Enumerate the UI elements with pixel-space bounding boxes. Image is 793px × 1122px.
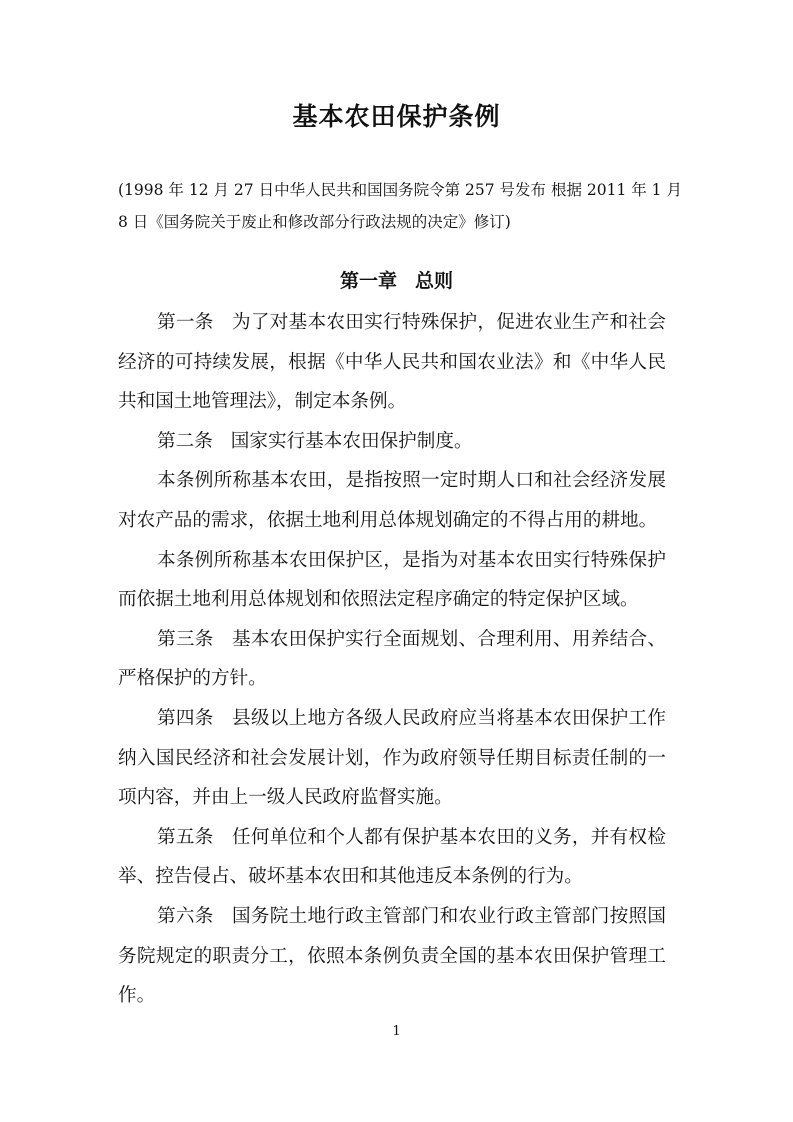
article-paragraph [118,699,666,818]
article-paragraph [118,818,666,897]
article-label: 第六条 [157,905,214,927]
chapter-heading [0,264,793,298]
document-title: 基本农田保护条例 [292,102,501,131]
article-paragraph [118,461,666,540]
article-label: 第四条 [157,707,214,729]
document-subtitle: (1998 年 12 月 27 日中华人民共和国国务院令第 257 号发布 根据 2011 年 1 月 8 日《国务院关于废止和修改部分行政法规的决定》修订) [118,181,682,231]
article-text: 为了对基本农田实行特殊保护，促进农业生产和社会经济的可持续发展，根据《中华人民共和国农业法》和《中华人民共和国土地管理法》，制定本条例。 [118,312,666,413]
document-body [118,303,666,1016]
article-text: 县级以上地方各级人民政府应当将基本农田保护工作纳入国民经济和社会发展计划，作为政府领导任期目标责任制的一项内容，并由上一级人民政府监督实施。 [118,707,666,809]
article-text: 国务院土地行政主管部门和农业行政主管部门按照国务院规定的职责分工，依照本条例负责全国的基本农田保护管理工作。 [118,905,666,1007]
article-label: 第一条 [157,312,214,333]
article-text: 本条例所称基本农田，是指按照一定时期人口和社会经济发展对农产品的需求，依据土地利用总体规划确定的不得占用的耕地。 [118,470,666,531]
article-label: 第三条 [157,628,214,650]
article-paragraph [118,422,666,462]
article-text: 基本农田保护实行全面规划、合理利用、用养结合、严格保护的方针。 [118,628,666,690]
article-text: 国家实行基本农田保护制度。 [230,430,473,452]
article-label: 第五条 [157,826,214,848]
article-text: 本条例所称基本农田保护区，是指为对基本农田实行特殊保护而依据土地利用总体规划和依照法定程序确定的特定保护区域。 [118,549,666,611]
article-text: 任何单位和个人都有保护基本农田的义务，并有权检举、控告侵占、破坏基本农田和其他违反本条例的行为。 [118,826,666,888]
chapter-number: 第一章 [339,270,397,292]
article-paragraph [118,303,666,422]
chapter-name: 总则 [415,270,454,292]
article-paragraph [118,541,666,620]
article-paragraph [118,897,666,1016]
article-paragraph [118,620,666,699]
article-label: 第二条 [157,430,213,452]
page-number: 1 [392,1024,401,1039]
